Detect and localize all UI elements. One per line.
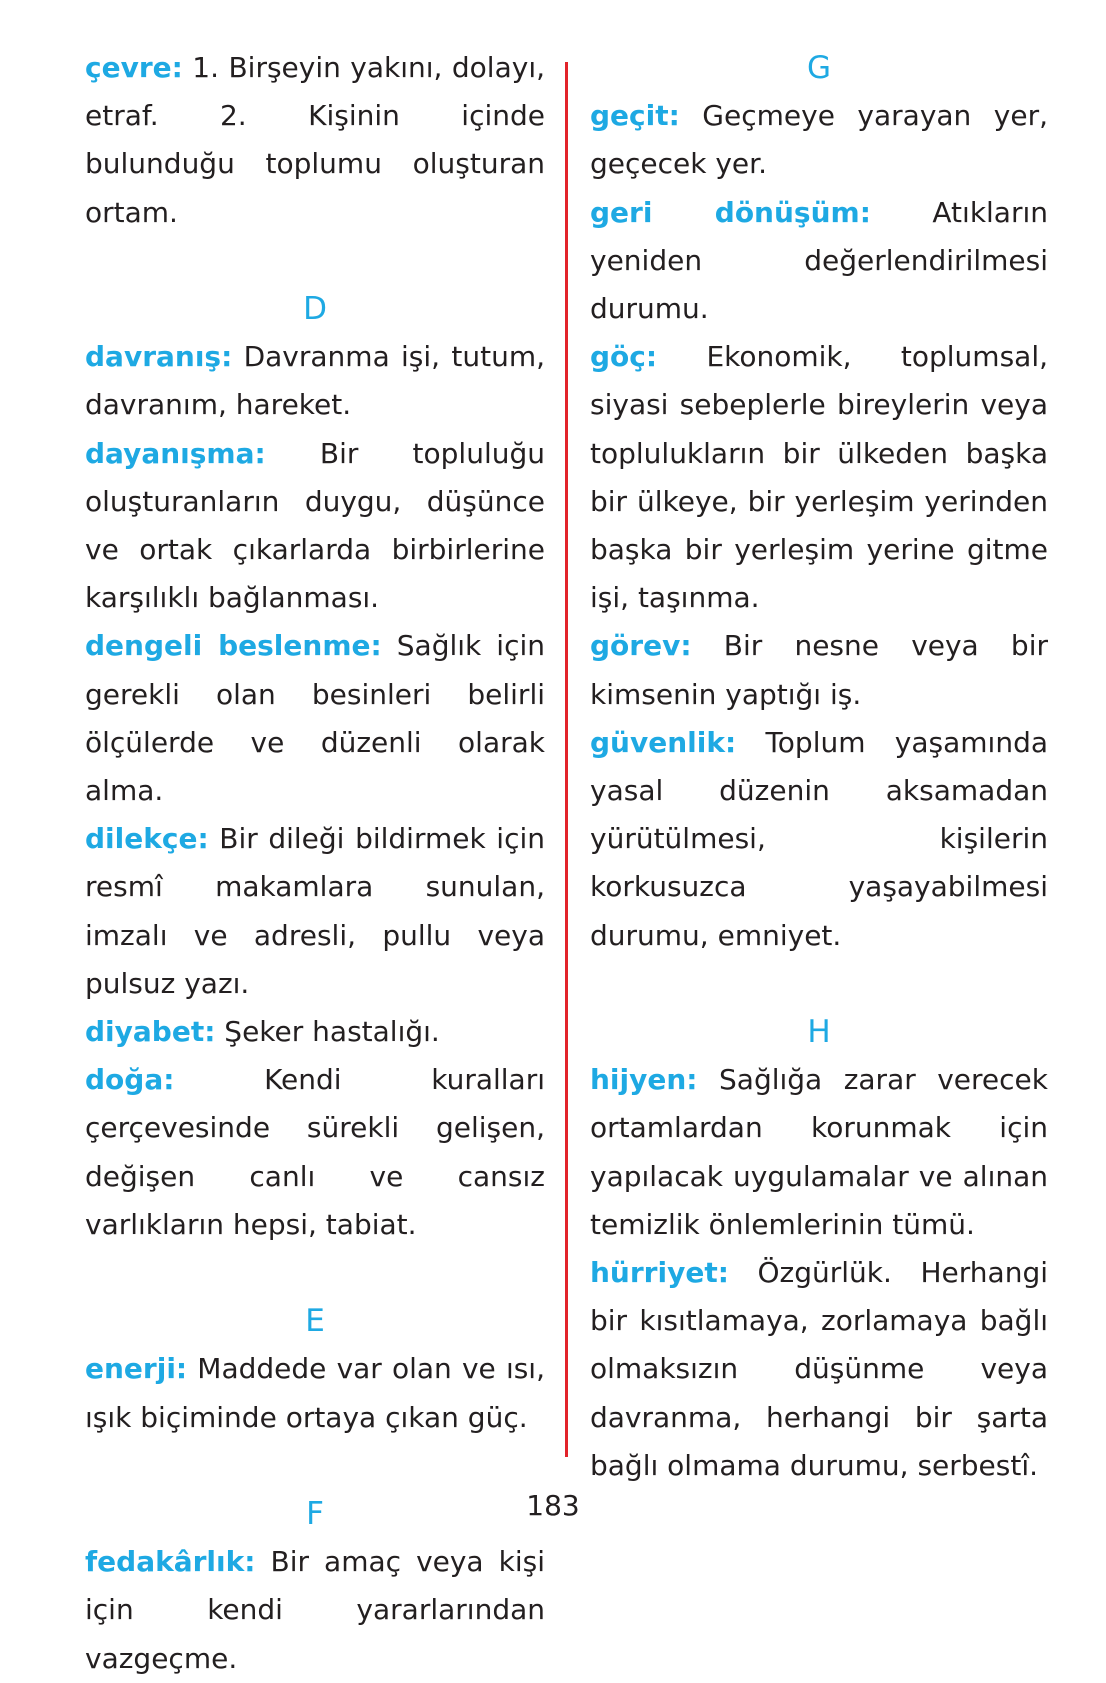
glossary-entry-diyabet: [85, 1008, 545, 1056]
definition: Atıkların yeniden değerlendirilmesi durumu.: [590, 195, 1049, 326]
section-spacer: [590, 960, 1048, 1008]
right-column: [590, 44, 1048, 1490]
term: dilekçe:: [85, 822, 209, 856]
column-divider: [565, 62, 568, 1457]
term: hürriyet:: [590, 1256, 729, 1290]
glossary-entry-doga: [85, 1056, 545, 1249]
section-letter-f: F: [306, 1496, 324, 1533]
definition: Ekonomik, toplumsal, siyasi sebeplerle bireylerin veya toplulukların bir ülkeden başka bir ülkeye, bir yerleşim yerinden başka bir yerleşim yerine gitme işi, taşınma.: [590, 340, 1048, 615]
section-letter-d: D: [303, 291, 327, 327]
definition: Şeker hastalığı.: [215, 1015, 440, 1049]
glossary-entry-goc: [590, 333, 1048, 622]
definition: Bir nesne veya bir kimsenin yaptığı iş.: [590, 629, 1048, 711]
definition: Geçmeye yarayan yer, geçecek yer.: [590, 99, 1048, 181]
section-spacer: [85, 237, 545, 285]
definition: Bir dileği bildirmek için resmî makamlara sunulan, imzalı ve adresli, pullu veya pulsuz yazı.: [85, 822, 545, 1000]
term: fedakârlık:: [85, 1545, 256, 1579]
section-letter-h: H: [807, 1014, 831, 1051]
term: diyabet:: [85, 1015, 216, 1049]
glossary-entry-dayanisma: [85, 430, 545, 623]
term: çevre:: [85, 51, 183, 84]
definition: Kendi kuralları çerçevesinde sürekli gelişen, değişen canlı ve cansız varlıkların hepsi, tabiat.: [85, 1063, 545, 1241]
term: güvenlik:: [590, 725, 737, 759]
definition: Sağlık için gerekli olan besinleri belirli ölçülerde ve düzenli olarak alma.: [85, 629, 546, 808]
definition: Sağlığa zarar verecek ortamlardan korunmak için yapılacak uygulamalar ve alınan temizlik önlemlerinin tümü.: [590, 1063, 1048, 1241]
definition: Özgürlük. Herhangi bir kısıtlamaya, zorlamaya bağlı olmaksızın düşünme veya davranma, herhangi bir şarta bağlı olmama durumu, serbestî.: [590, 1256, 1048, 1482]
left-column: [85, 44, 545, 1683]
section-letter-g: G: [806, 50, 832, 86]
definition: Toplum yaşamında yasal düzenin aksamadan yürütülmesi, kişilerin korkusuzca yaşayabilmesi durumu, emniyet.: [590, 725, 1048, 952]
glossary-entry-davranis: [85, 333, 545, 429]
glossary-entry-geri-donusum: [590, 189, 1048, 334]
glossary-entry-hurriyet: [590, 1249, 1048, 1490]
glossary-entry-enerji: [85, 1345, 545, 1441]
term: geçit:: [590, 99, 680, 133]
page-number: 183: [526, 1489, 580, 1522]
term: hijyen:: [590, 1063, 698, 1097]
definition: 1. Birşeyin yakını, dolayı, etraf. 2. Kişinin içinde bulunduğu toplumu oluşturan ortam.: [85, 51, 545, 229]
glossary-entry-gecit: [590, 92, 1048, 188]
definition: Davranma işi, tutum, davranım, hareket.: [85, 340, 545, 422]
glossary-entry-cevre: [85, 44, 545, 237]
term: dengeli beslenme:: [85, 629, 382, 663]
glossary-entry-gorev: [590, 622, 1048, 718]
definition: Maddede var olan ve ısı, ışık biçiminde ortaya çıkan güç.: [85, 1352, 545, 1434]
section-spacer: [85, 1249, 545, 1297]
definition: Bir topluluğu oluşturanların duygu, düşünce ve ortak çıkarlarda birbirlerine karşılıklı bağlanması.: [85, 436, 545, 615]
glossary-entry-guvenlik: [590, 719, 1048, 960]
term: enerji:: [85, 1352, 188, 1386]
section-letter-e: E: [305, 1303, 325, 1340]
section-spacer: [85, 1442, 545, 1490]
glossary-entry-dilekce: [85, 815, 545, 1008]
term: dayanışma:: [85, 436, 266, 470]
definition: Bir amaç veya kişi için kendi yararlarından vazgeçme.: [85, 1545, 545, 1675]
glossary-entry-dengeli-beslenme: [85, 622, 545, 815]
term: görev:: [590, 629, 692, 663]
term: geri dönüşüm:: [590, 195, 871, 229]
glossary-entry-hijyen: [590, 1056, 1048, 1249]
term: göç:: [590, 340, 658, 374]
term: davranış:: [85, 340, 233, 374]
term: doğa:: [85, 1063, 175, 1097]
